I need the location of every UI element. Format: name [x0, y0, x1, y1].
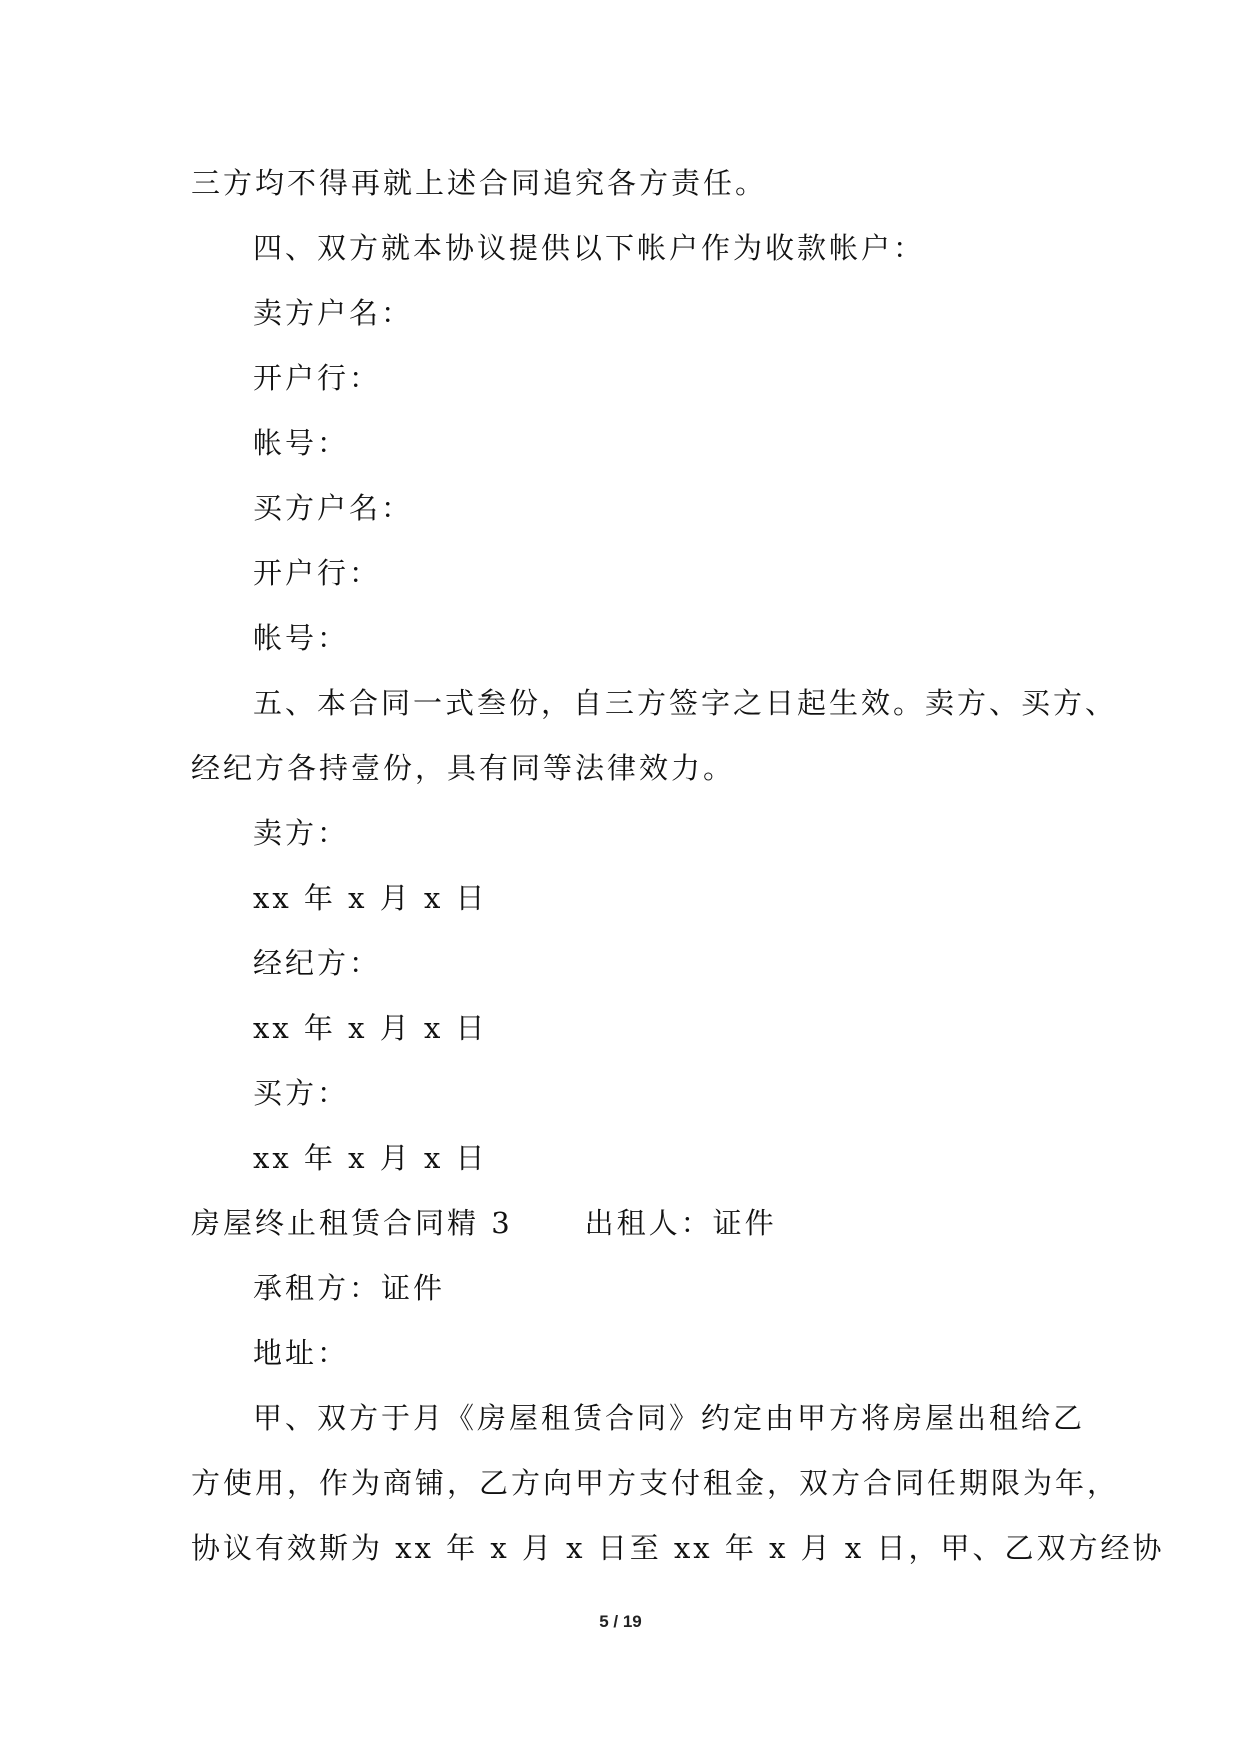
text-line: 三方均不得再就上述合同追究各方责任。 — [191, 166, 768, 200]
text-line: 五、本合同一式叁份，自三方签字之日起生效。卖方、买方、 — [253, 686, 1118, 720]
page-number: 5 / 19 — [599, 1612, 642, 1631]
text-line: 买方： — [253, 1076, 350, 1110]
text-line: 方使用，作为商铺，乙方向甲方支付租金，双方合同任期限为年， — [191, 1466, 1120, 1500]
date-line: xx 年 x 月 x 日 — [253, 1011, 488, 1045]
text-line: 卖方户名： — [253, 296, 414, 330]
text-line: 地址： — [253, 1336, 350, 1370]
text-line: 经纪方： — [253, 946, 382, 980]
text-line: 经纪方各持壹份，具有同等法律效力。 — [191, 751, 736, 785]
text-line: 帐号： — [253, 621, 350, 655]
text-line: 四、双方就本协议提供以下帐户作为收款帐户： — [253, 231, 926, 265]
text-line: 开户行： — [253, 361, 382, 395]
text-line: 买方户名： — [253, 491, 414, 525]
text-line: 卖方： — [253, 816, 350, 850]
date-line: xx 年 x 月 x 日 — [253, 1141, 488, 1175]
text-line: 协议有效斯为 xx 年 x 月 x 日至 xx 年 x 月 x 日，甲、乙双方经协 — [191, 1531, 1165, 1565]
section-heading-party: 出租人：证件 — [584, 1206, 777, 1240]
text-line: 帐号： — [253, 426, 350, 460]
section-heading-line — [191, 1203, 1071, 1243]
text-line: 开户行： — [253, 556, 382, 590]
date-line: xx 年 x 月 x 日 — [253, 881, 488, 915]
text-line: 承租方：证件 — [253, 1271, 446, 1305]
text-line: 甲、双方于月《房屋租赁合同》约定由甲方将房屋出租给乙 — [253, 1401, 1086, 1435]
section-heading: 房屋终止租赁合同精 3 — [191, 1206, 513, 1240]
